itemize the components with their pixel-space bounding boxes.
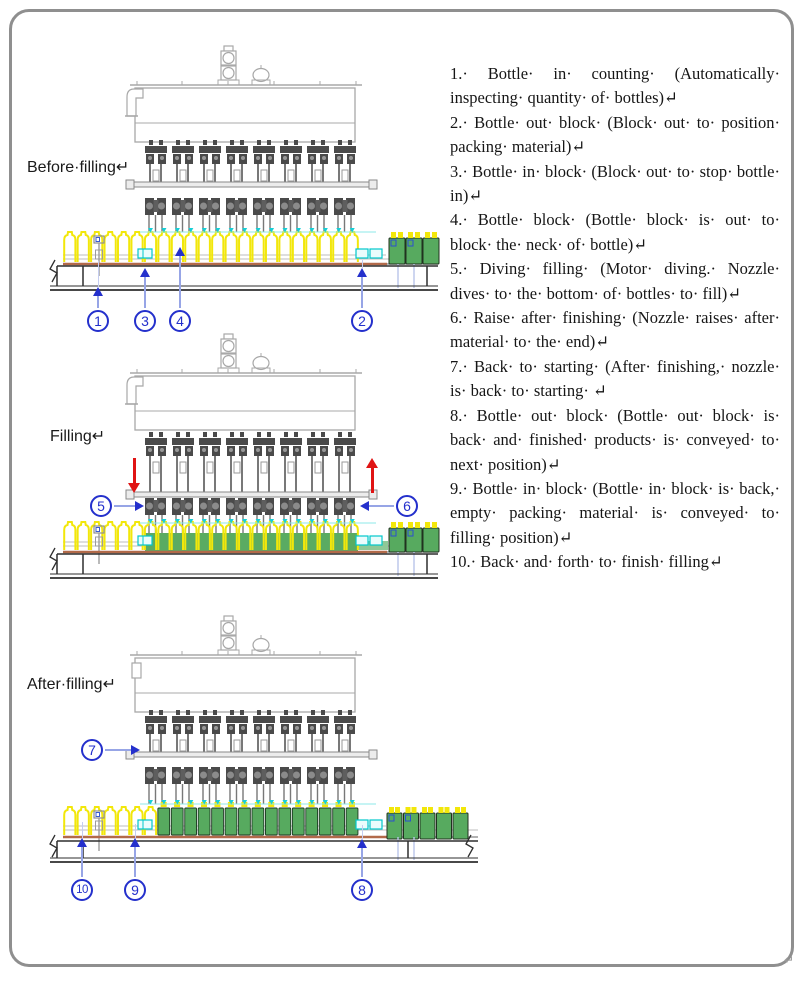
callout-arrow-extension (362, 260, 364, 268)
callout-arrow-extension (98, 261, 100, 287)
callout-arrow (97, 295, 99, 308)
step-item: 6.· Raise· after· finishing· (Nozzle· raises· after· material· to· the· end)↵ (450, 308, 780, 352)
callout-arrow (81, 846, 83, 877)
callout-arrow (105, 749, 132, 751)
callout-9: 9 (124, 879, 146, 901)
callout-arrow-extension (135, 824, 137, 838)
red-arrow (133, 458, 136, 484)
red-arrow (371, 467, 374, 493)
callout-arrowhead (357, 268, 367, 277)
callout-arrow-extension (82, 822, 84, 838)
callout-arrow (144, 276, 146, 308)
callout-arrowhead (135, 501, 144, 511)
paragraph-mark: ↵ (784, 953, 795, 967)
callout-10: 10 (71, 879, 93, 901)
steps-list (450, 62, 780, 575)
step-item: 3.· Bottle· in· block· (Block· out· to· stop· bottle· in)↵ (450, 161, 780, 206)
red-arrowhead (128, 483, 140, 493)
step-item: 8.· Bottle· out· block· (Bottle· out· block· is· back· and· finished· products· is· conveyed· to· next· position)↵ (450, 405, 780, 474)
callout-2: 2 (351, 310, 373, 332)
callout-5: 5 (90, 495, 112, 517)
callout-7: 7 (81, 739, 103, 761)
callout-arrowhead (140, 268, 150, 277)
callout-6: 6 (396, 495, 418, 517)
callout-arrowhead (131, 745, 140, 755)
step-item: 10.· Back· and· forth· to· finish· filling↵ (450, 552, 723, 572)
diagram-label-before-filling: Before·filling↵ (27, 159, 130, 176)
callout-arrowhead (130, 838, 140, 847)
callout-4: 4 (169, 310, 191, 332)
callout-arrowhead (360, 501, 369, 511)
callout-3: 3 (134, 310, 156, 332)
callout-arrowhead (93, 287, 103, 296)
callout-arrowhead (77, 838, 87, 847)
callout-arrowhead (357, 839, 367, 848)
step-item: 9.· Bottle· in· block· (Bottle· in· block· is· back,· empty· packing· material· is· conveyed· to· filling· position)↵ (450, 478, 780, 547)
callout-arrow (179, 255, 181, 308)
diagram-label-after-filling: After·filling↵ (27, 676, 116, 693)
callout-arrow (368, 505, 394, 507)
step-item: 2.· Bottle· out· block· (Block· out· to· position· packing· material)↵ (450, 112, 780, 157)
callout-arrow (114, 505, 136, 507)
callout-1: 1 (87, 310, 109, 332)
diagram-label-filling: Filling↵ (50, 428, 106, 445)
machine-diagram-filling (30, 330, 485, 630)
step-item: 4.· Bottle· block· (Bottle· block· is· out· to· block· the· neck· of· bottle)↵ (450, 210, 780, 254)
step-item: 7.· Back· to· starting· (After· finishing,· nozzle· is· back· to· starting· ↵ (450, 356, 780, 401)
callout-arrow (134, 846, 136, 877)
callout-arrow (361, 276, 363, 308)
callout-arrowhead (175, 247, 185, 256)
callout-arrow-extension (362, 825, 364, 839)
step-item: 5.· Diving· filling· (Motor· diving.· Nozzle· dives· to· the· bottom· of· bottles· to· fill)↵ (450, 259, 780, 303)
machine-diagram-after-filling (30, 615, 485, 915)
callout-8: 8 (351, 879, 373, 901)
callout-arrow (361, 847, 363, 877)
step-item: 1.· Bottle· in· counting· (Automatically· inspecting· quantity· of· bottles)↵ (450, 64, 780, 108)
